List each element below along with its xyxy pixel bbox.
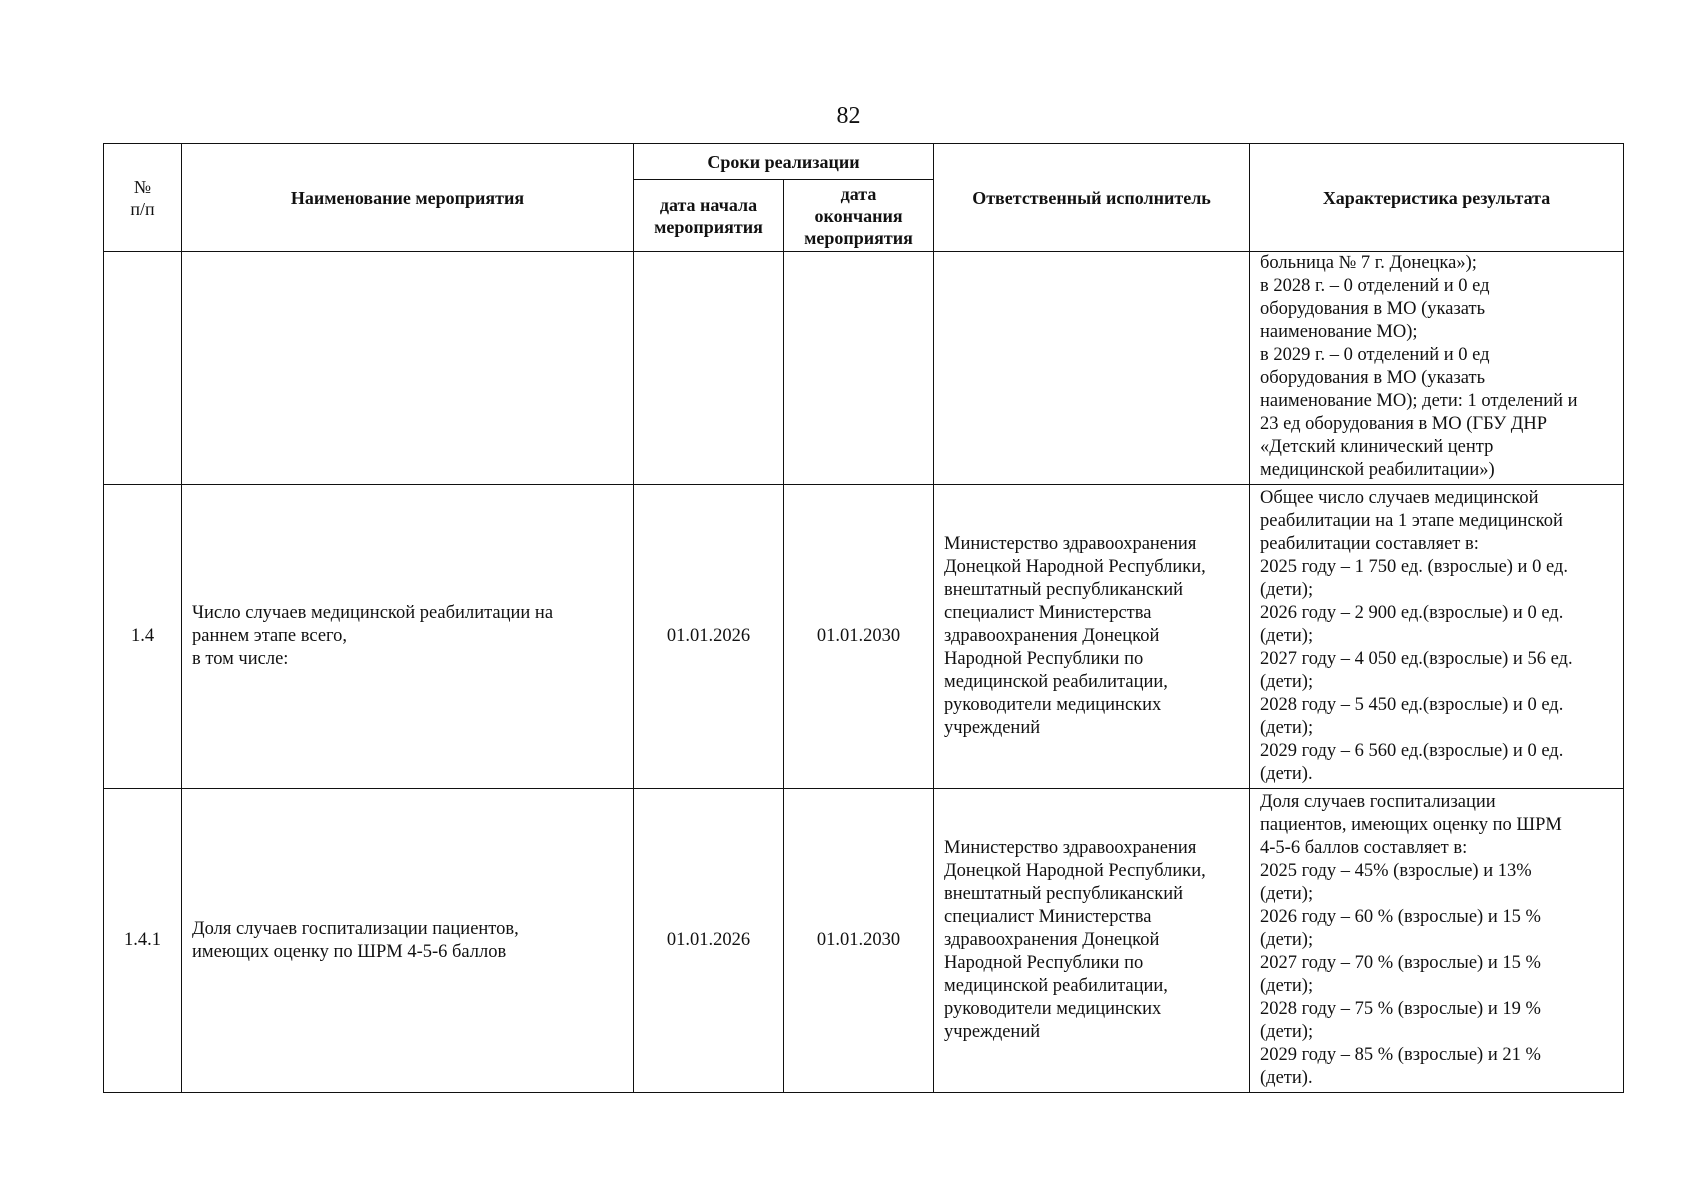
header-number: № п/п xyxy=(104,144,182,252)
header-end-date: дата окончания мероприятия xyxy=(784,180,934,252)
cell-result: Доля случаев госпитализации пациентов, имеющих оценку по ШРМ 4-5-6 баллов составляет в: 2025 году – 45% (взрослые) и 13% (дети); 2026 году – 60 % (взрослые) и 15 % (дети); 2027 году – 70 % (взрослые) и 15 % (дети); 2028 году – 75 % (взрослые) и 19 % (дети); 2029 году – 85 % (взрослые) и 21 % (дети). xyxy=(1250,789,1624,1093)
cell-start-date: 01.01.2026 xyxy=(634,485,784,789)
header-activity-name: Наименование мероприятия xyxy=(182,144,634,252)
cell-number: 1.4.1 xyxy=(104,789,182,1093)
cell-responsible: Министерство здравоохранения Донецкой Народной Республики, внештатный республиканский специалист Министерства здравоохранения Донецкой Народной Республики по медицинской реабилитации, руководители медицинских учреждений xyxy=(934,789,1250,1093)
page-number: 82 xyxy=(836,103,861,129)
cell-number: 1.4 xyxy=(104,485,182,789)
header-deadlines: Сроки реализации xyxy=(634,144,934,180)
header-responsible: Ответственный исполнитель xyxy=(934,144,1250,252)
cell-activity-name: Доля случаев госпитализации пациентов, имеющих оценку по ШРМ 4-5-6 баллов xyxy=(182,789,634,1093)
header-start-date: дата начала мероприятия xyxy=(634,180,784,252)
cell-end-date: 01.01.2030 xyxy=(784,789,934,1093)
table-row xyxy=(104,789,1624,1093)
cell-result: больница № 7 г. Донецка»); в 2028 г. – 0 отделений и 0 ед оборудования в МО (указать наименование МО); в 2029 г. – 0 отделений и 0 ед оборудования в МО (указать наименование МО); дети: 1 отделений и 23 ед оборудования в МО (ГБУ ДНР «Детский клинический центр медицинской реабилитации») xyxy=(1250,252,1624,485)
cell-end-date: 01.01.2030 xyxy=(784,485,934,789)
cell-activity-name: Число случаев медицинской реабилитации на раннем этапе всего, в том числе: xyxy=(182,485,634,789)
cell-end-date xyxy=(784,252,934,485)
cell-start-date xyxy=(634,252,784,485)
table-row xyxy=(104,485,1624,789)
header-result: Характеристика результата xyxy=(1250,144,1624,252)
cell-responsible xyxy=(934,252,1250,485)
cell-start-date: 01.01.2026 xyxy=(634,789,784,1093)
cell-result: Общее число случаев медицинской реабилитации на 1 этапе медицинской реабилитации составляет в: 2025 году – 1 750 ед. (взрослые) и 0 ед. (дети); 2026 году – 2 900 ед.(взрослые) и 0 ед. (дети); 2027 году – 4 050 ед.(взрослые) и 56 ед. (дети); 2028 году – 5 450 ед.(взрослые) и 0 ед. (дети); 2029 году – 6 560 ед.(взрослые) и 0 ед. (дети). xyxy=(1250,485,1624,789)
cell-responsible: Министерство здравоохранения Донецкой Народной Республики, внештатный республиканский специалист Министерства здравоохранения Донецкой Народной Республики по медицинской реабилитации, руководители медицинских учреждений xyxy=(934,485,1250,789)
activities-table xyxy=(103,143,1624,1093)
cell-activity-name xyxy=(182,252,634,485)
table-row xyxy=(104,252,1624,485)
cell-number xyxy=(104,252,182,485)
